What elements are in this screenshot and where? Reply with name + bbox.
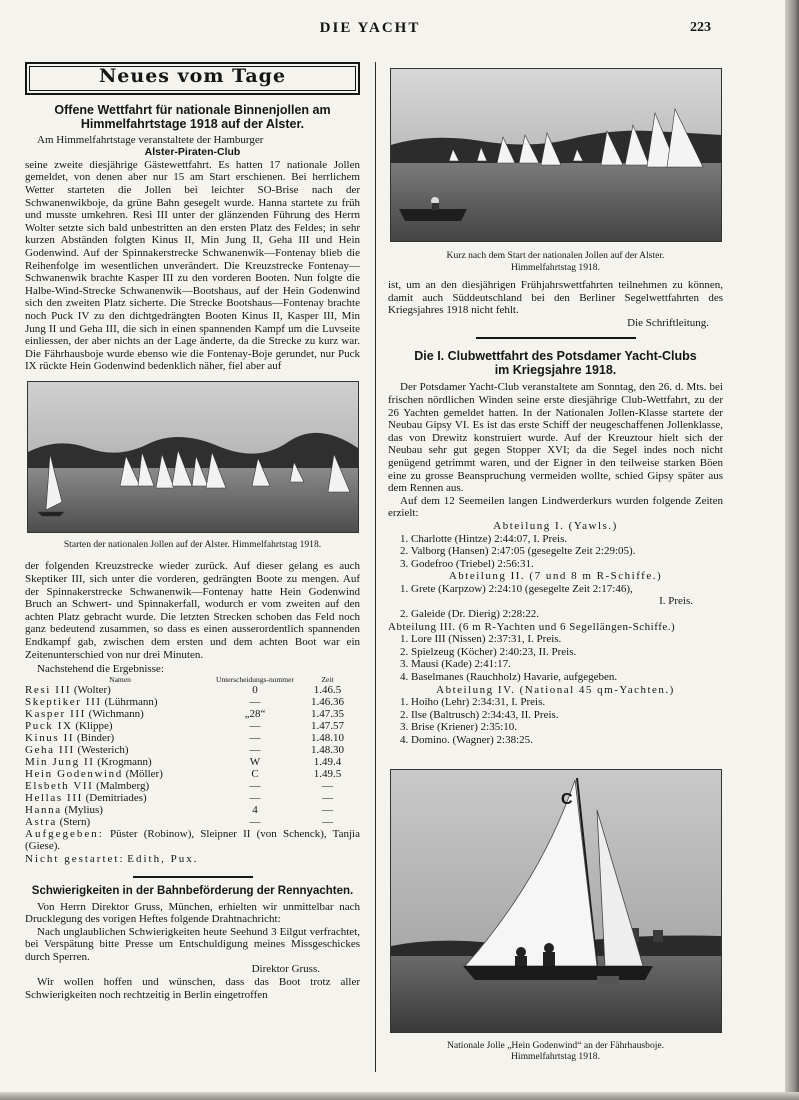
times-intro: Auf dem 12 Seemeilen langen Lindwerderkurs wurden folgende Zeiten erzielt: — [388, 494, 723, 520]
photo-alster-start-caption: Kurz nach dem Start der nationalen Jollen auf der Alster. Himmelfahrtstag 1918. — [446, 250, 665, 273]
photo-alster-start — [390, 68, 722, 242]
page-bottom-edge — [0, 1092, 799, 1100]
list-item: 1. Lore III (Nissen) 2:37:31, I. Preis. — [400, 633, 562, 646]
race-times — [388, 520, 723, 747]
article3-headline: Die I. Clubwettfahrt des Potsdamer Yacht-Clubs im Kriegsjahre 1918. — [414, 349, 697, 378]
article2-body-1: Von Herrn Direktor Gruss, München, erhielten wir unmittelbar nach Drucklegung des vorigen Heftes folgende Drahtnachricht: — [25, 900, 360, 926]
article1-body-2: der folgenden Kreuzstrecke wieder zurück. Auf dieser gelang es auch Skeptiker III, sich unter die vorderen, gedrängten Boote zu mengen. Auf der Spinnakerstrecke Schwanenwik—Fontenay hatte Hein Godenwind Bruch an Schwert- und Spinnakerfall, wodurch er vom zweiten auf den achten Platz gebracht wurde. Die letzten Strecken schoben das Feld noch ganz bedeutend zusammen, so dass es einen ausserordentlich spannenden Endkampf gab, zwischen dem ersten und dem achten Boot war ein Zeitenunterschied von nur drei Minuten. — [25, 560, 360, 661]
article1-body-1: seine zweite diesjährige Gästewettfahrt. Es hatten 17 nationale Jollen gemeldet, von denen aber nur 15 am Start erschienen. Bei herrlichem Wetter starteten die Jollen bei leichter SO-Brise nach der Schwanenwikboje, da grüne Bahn gesegelt wurde. Hanna startete zu früh und musste umkehren. Resi III unter der glänzenden Führung des Herrn Wolter setzte sich bald unbestritten an den ersten Platz des Feldes; in sehr kurzen Abständen folgten Kinus II, Min Jung II, Geha III und Hein Godenwind. Auf der Spinnakerstrecke Schwanenwik—Fontenay blieb die Reihenfolge im wesentlichen unverändert. Die Kreuzstrecke Fontenay—Schwanenwik brachte Kasper III zu den vorderen Booten. Nun folgte die Halbe-Wind-Strecke Schwanenwik—Bootshaus, auf der Hein Godenwind sich den zweiten Platz sicherte. Die Strecke Bootshaus—Fontenay brachte noch Puck IV zu den dichtgedrängten Booten Kinus II, Kasper III, Min Jung II und Geha III, die sich in einen spannenden Kampf um die Luvseite einliessen, der aber nichts an der Lage änderte, da die Strecke zu kurz war. Die Fährhausboje wurde ebenso wie die Fontenay-Boje gerundet, nur Puck IX rückte Hein Godenwind bedenklich näher, fiel aber auf — [25, 158, 360, 373]
photo-jollen-start-image — [28, 382, 358, 532]
article2-telegram: Nach unglaublichen Schwierigkeiten heute Seehund 3 Eilgut verfrachtet, bei Verspätung bitte Presse um Entschuldigung meines Missgeschickes durch Sperren. — [25, 925, 360, 963]
table-row: Astra (Stern) — — — [25, 815, 333, 828]
list-item: 3. Mausi (Kade) 2:41:17. — [400, 658, 511, 671]
list-item: 1. Grete (Karpzow) 2:24:10 (gesegelte Zeit 2:17:46), — [400, 582, 633, 595]
results-intro: Nachstehend die Ergebnisse: — [37, 663, 164, 676]
table-row: Kasper III (Wichmann) „28“ 1.47.35 — [25, 707, 344, 720]
photo-hein-godenwind — [390, 769, 722, 1033]
section-title: Neues vom Tage — [98, 65, 287, 87]
left-column — [25, 62, 360, 1001]
table-row: Hellas III (Demitriades) — — — [25, 791, 333, 804]
division-4-label: Abteilung IV. (National 45 qm-Yachten.) — [436, 683, 675, 696]
not-started-line: Nicht gestartet: Edith, Pux. — [25, 852, 199, 865]
list-item: 3. Brise (Kriener) 2:35:10. — [400, 721, 517, 734]
article1-headline: Offene Wettfahrt für nationale Binnenjollen am Himmelfahrtstage 1918 auf der Alster. — [54, 102, 331, 131]
article1-club: Alster-Piraten-Club — [144, 146, 241, 159]
list-item: 1. Hoiho (Lehr) 2:34:31, I. Preis. — [400, 696, 546, 709]
results-header-row: Namen Unterscheidungs-nummer Zeit — [109, 674, 334, 684]
article2-body-2: Wir wollen hoffen und wünschen, dass das Boot trotz aller Schwierigkeiten noch rechtzeitig in Berlin eingetroffen — [25, 976, 360, 1001]
list-item: 2. Spielzeug (Köcher) 2:40:23, II. Preis. — [400, 645, 577, 658]
article-separator — [133, 876, 253, 878]
table-row: Geha III (Westerich) — 1.48.30 — [25, 743, 344, 756]
list-item: 4. Baselmanes (Rauchholz) Havarie, aufgegeben. — [400, 671, 618, 684]
right-column — [388, 62, 723, 1063]
photo-jollen-start — [27, 381, 359, 533]
journal-title: DIE YACHT — [319, 20, 421, 36]
article1-intro: Am Himmelfahrtstage veranstaltete der Hamburger — [37, 133, 264, 146]
article3-body: Der Potsdamer Yacht-Club veranstaltete am Sonntag, den 26. d. Mts. bei frischen nördlichen Winden seine erste diesjährige Club-Wettfahrt, zu der 26 Yachten gemeldet hatten. In der Nationalen Jollen-Klasse startete der Neubau Gipsy VI. Es ist das erste Schiff der neugeschaffenen Jollenklasse, das von Drewitz konstruiert wurde. Auf der Kreuztour hielt sich der Neubau sehr gut gegen Stopper XVI; da die Segel indes noch nicht genügend getrimmt waren, und der Eigner in den teilweise starken Böen eine zu grosse Beanspruchung vermeiden wollte, schied Gipsy später aus dem Rennen aus. — [388, 381, 723, 495]
list-item: 2. Ilse (Baltrusch) 2:34:43, II. Preis. — [400, 708, 559, 721]
list-item: 3. Godefroo (Triebel) 2:56:31. — [400, 557, 534, 570]
division-3-label: Abteilung III. (6 m R-Yachten und 6 Segellängen-Schiffe.) — [388, 620, 676, 633]
table-row: Elsbeth VII (Malmberg) — — — [25, 779, 333, 792]
article2-headline: Schwierigkeiten in der Bahnbeförderung der Rennyachten. — [31, 884, 354, 897]
list-item: 2. Valborg (Hansen) 2:47:05 (gesegelte Zeit 2:29:05). — [400, 545, 636, 558]
photo-hein-godenwind-image — [391, 770, 721, 1032]
page-edge-shadow — [785, 0, 799, 1100]
table-row: Skeptiker III (Lührmann) — 1.46.36 — [25, 695, 344, 708]
section-title-box — [25, 62, 360, 95]
continuation-text: ist, um an den diesjährigen Frühjahrswettfahrten teilnehmen zu können, damit auch Süddeutschland bei den Berliner Segelwettfahrten des Kriegsjahres 1918 nicht fehlt. — [388, 279, 723, 317]
article-separator-right — [476, 337, 636, 339]
table-row: Resi III (Wolter) 0 1.46.5 — [25, 683, 342, 696]
list-item: I. Preis. — [659, 595, 693, 608]
table-row: Hein Godenwind (Möller) C 1.49.5 — [25, 767, 342, 780]
list-item: 1. Charlotte (Hintze) 2:44:07, I. Preis. — [400, 532, 568, 545]
photo-hein-godenwind-caption: Nationale Jolle „Hein Godenwind“ an der Fährhausboje. Himmelfahrtstag 1918. — [446, 1039, 665, 1063]
article2-telegram-signature: Direktor Gruss. — [251, 963, 320, 976]
photo-alster-start-image — [391, 69, 721, 241]
table-row: Hanna (Mylius) 4 — — [25, 803, 333, 816]
sail-number-letter: C — [560, 790, 573, 808]
table-row: Kinus II (Binder) — 1.48.10 — [25, 731, 344, 744]
column-divider — [375, 62, 376, 1072]
photo-jollen-start-caption: Starten der nationalen Jollen auf der Alster. Himmelfahrtstag 1918. — [63, 538, 322, 550]
editorial-signature: Die Schriftleitung. — [627, 316, 709, 329]
list-item: 4. Domino. (Wagner) 2:38:25. — [400, 734, 533, 746]
table-row: Min Jung II (Krogmann) W 1.49.4 — [25, 755, 342, 768]
page-number: 223 — [690, 20, 711, 35]
results-table — [25, 676, 360, 828]
division-1-label: Abteilung I. (Yawls.) — [493, 519, 618, 532]
table-row: Puck IX (Klippe) — 1.47.57 — [25, 719, 344, 732]
list-item: 2. Galeide (Dr. Dierig) 2:28:22. — [400, 608, 539, 621]
division-2-label: Abteilung II. (7 und 8 m R-Schiffe.) — [448, 570, 663, 583]
gave-up-line: Aufgegeben: Püster (Robinow), Sleipner II (von Schenck), Tanjia (Giese). — [25, 827, 360, 853]
